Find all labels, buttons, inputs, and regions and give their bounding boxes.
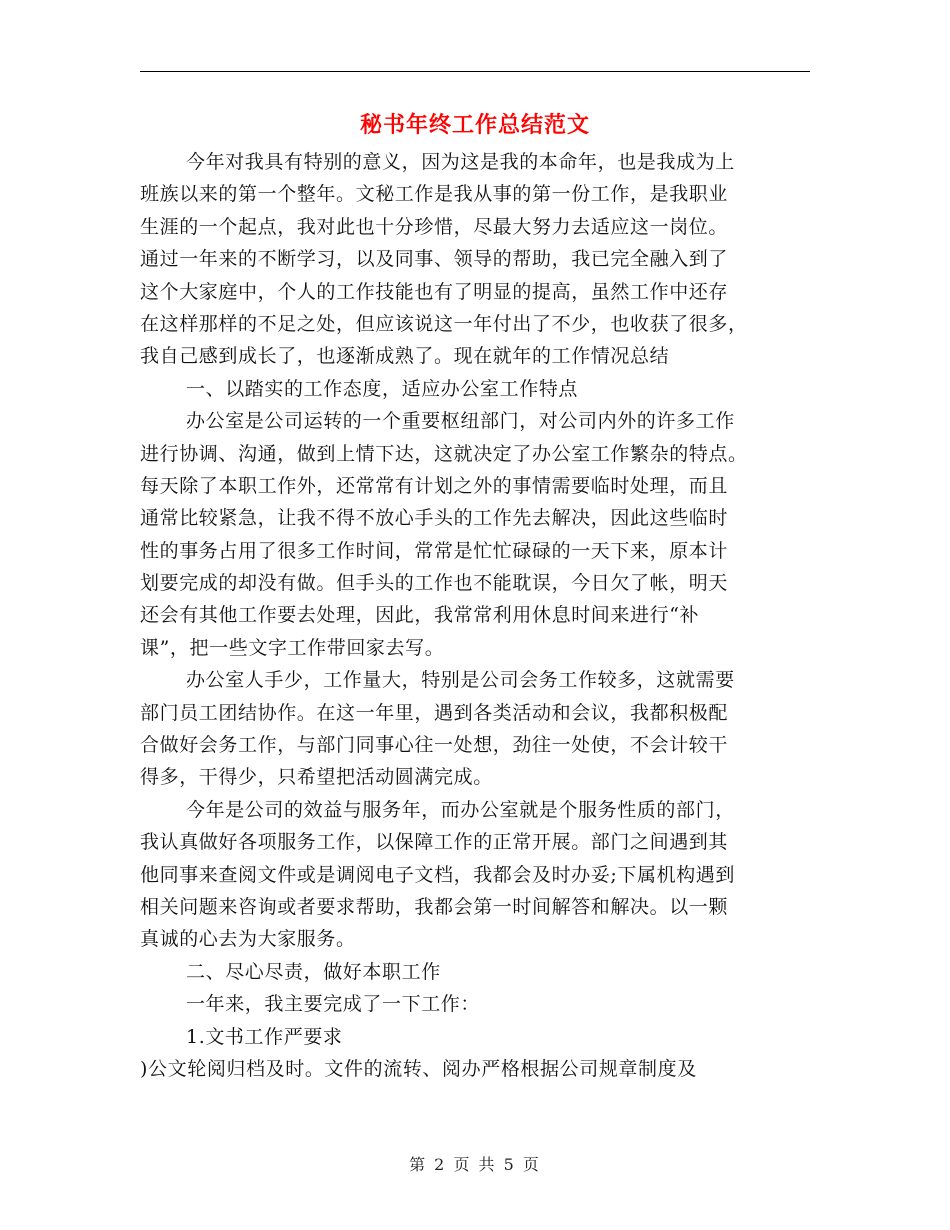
text-line: 相关问题来咨询或者要求帮助，我都会第一时间解答和解决。以一颗 — [140, 895, 729, 918]
text-line: 还会有其他工作要去处理，因此，我常常利用休息时间来进行“补 — [140, 604, 700, 627]
text-line: )公文轮阅归档及时。文件的流转、阅办严格根据公司规章制度及 — [140, 1057, 697, 1080]
text-line: 每天除了本职工作外，还常常有计划之外的事情需要临时处理，而且 — [140, 474, 729, 497]
text-line: 我认真做好各项服务工作，以保障工作的正常开展。部门之间遇到其 — [140, 831, 729, 854]
text-line: 他同事来查阅文件或是调阅电子文档，我都会及时办妥;下属机构遇到 — [140, 863, 736, 886]
text-line: 得多，干得少，只希望把活动圆满完成。 — [140, 766, 493, 789]
text-line: 性的事务占用了很多工作时间，常常是忙忙碌碌的一天下来，原本计 — [140, 539, 729, 562]
text-line: 真诚的心去为大家服务。 — [140, 928, 356, 951]
text-line: 进行协调、沟通，做到上情下达，这就决定了办公室工作繁杂的特点。 — [140, 442, 748, 465]
text-line: 一、以踏实的工作态度，适应办公室工作特点 — [186, 377, 579, 400]
text-line: 今年是公司的效益与服务年，而办公室就是个服务性质的部门， — [186, 798, 735, 821]
text-line: 部门员工团结协作。在这一年里，遇到各类活动和会议，我都积极配 — [140, 701, 729, 724]
text-line: 1.文书工作严要求 — [186, 1025, 343, 1048]
document-title: 秘书年终工作总结范文 — [359, 112, 590, 138]
text-line: 办公室人手少，工作量大，特别是公司会务工作较多，这就需要 — [186, 669, 735, 692]
text-line: 课”，把一些文字工作带回家去写。 — [140, 636, 445, 659]
text-line: 这个大家庭中，个人的工作技能也有了明显的提高，虽然工作中还存 — [140, 280, 729, 303]
text-line: 生涯的一个起点，我对此也十分珍惜，尽最大努力去适应这一岗位。 — [140, 215, 729, 238]
text-line: 在这样那样的不足之处，但应该说这一年付出了不少，也收获了很多， — [140, 312, 748, 335]
header-rule — [140, 71, 810, 72]
text-line: 办公室是公司运转的一个重要枢纽部门，对公司内外的许多工作 — [186, 410, 735, 433]
text-line: 今年对我具有特别的意义，因为这是我的本命年，也是我成为上 — [186, 151, 735, 173]
text-line: 通过一年来的不断学习，以及同事、领导的帮助，我已完全融入到了 — [140, 248, 729, 271]
text-line: 划要完成的却没有做。但手头的工作也不能耽误，今日欠了帐，明天 — [140, 572, 729, 595]
text-line: 二、尽心尽责，做好本职工作 — [186, 960, 441, 983]
text-line: 合做好会务工作，与部门同事心往一处想，劲往一处使，不会计较干 — [140, 734, 729, 757]
document-body — [140, 146, 810, 1085]
text-line: 班族以来的第一个整年。文秘工作是我从事的第一份工作，是我职业 — [140, 183, 729, 206]
text-line: 一年来，我主要完成了一下工作： — [186, 993, 481, 1016]
text-line: 我自己感到成长了，也逐渐成熟了。现在就年的工作情况总结 — [140, 345, 670, 368]
text-line: 通常比较紧急，让我不得不放心手头的工作先去解决，因此这些临时 — [140, 507, 729, 530]
page-footer: 第 2 页 共 5 页 — [409, 1155, 541, 1174]
